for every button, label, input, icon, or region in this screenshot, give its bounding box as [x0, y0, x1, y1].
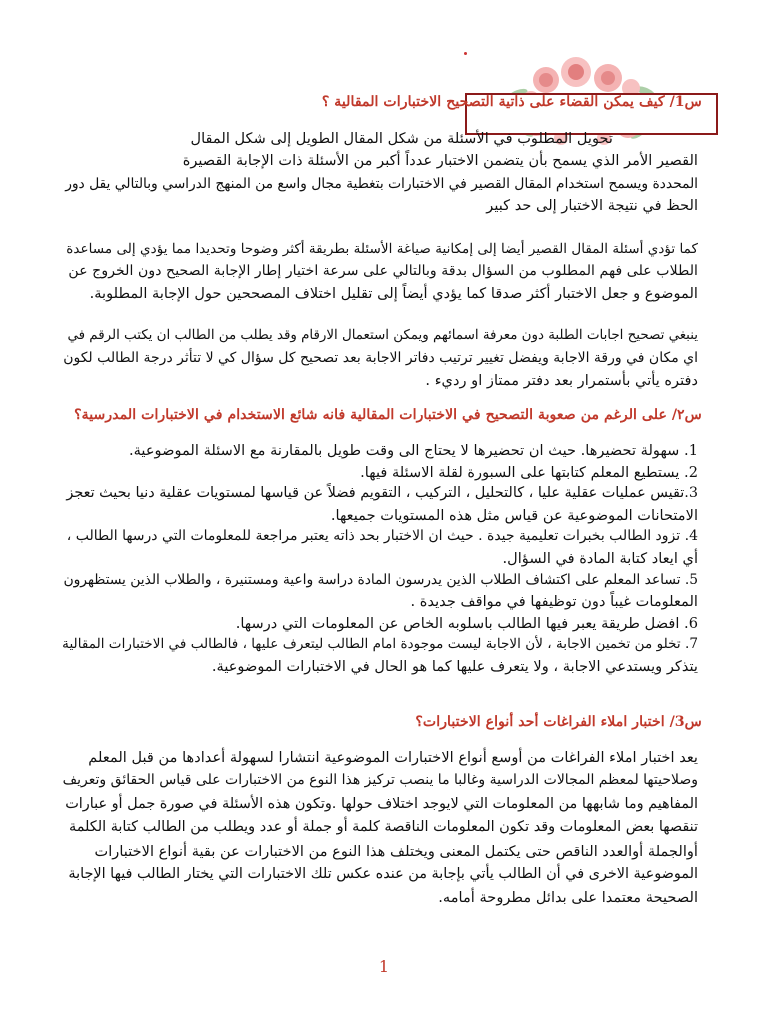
- q1-paragraph-3: [62, 325, 698, 392]
- list-item: أي ايعاد كتابة المادة في السؤال.: [502, 549, 698, 567]
- list-item: يتذكر ويستدعي الاجابة ، ولا يتعرف عليها كما هو الحال في الاختبارات الموضوعية.: [211, 657, 698, 675]
- question-1-title: س1/ كيف يمكن القضاء على ذاتية التصحيح الاختبارات المقالية ؟: [321, 94, 702, 110]
- question-2-title: س٢/ على الرغم من صعوبة التصحيح في الاختبارات المقالية فانه شائع الاستخدام في الاختبارات المدرسية؟: [74, 407, 702, 423]
- text-line: الموضوعية الاخرى في أن الطالب يأتي بإجابة من عنده عكس تلك الاختبارات التي يختار الطالب فيها الإجابة: [68, 866, 698, 883]
- q1-paragraph-1: [62, 128, 698, 217]
- list-item: 7. تخلو من تخمين الاجابة ، لأن الاجابة ليست موجودة امام الطالب ليتعرف عليها ، فالطالب في الاختبارات المقالية: [62, 636, 698, 653]
- page-number: 1: [378, 957, 390, 976]
- list-item: 4. تزود الطالب بخبرات تعليمية جيدة . حيث ان الاختبار بحد ذاته يعتبر مراجعة للمعلومات التي درسها الطالب ،: [66, 528, 698, 545]
- q3-paragraph: [62, 746, 698, 910]
- list-item: 3.تقيس عمليات عقلية عليا ، كالتحليل ، التركيب ، التقويم فضلاً عن قياسها لمستويات عقلية دنيا بحيث تعجز: [66, 485, 698, 502]
- list-item: 2. يستطيع المعلم كتابتها على السبورة لقلة الاسئلة فيها.: [360, 463, 698, 481]
- text-line: أوالجملة أوالعدد الناقص حتى يكتمل المعنى ويختلف هذا النوع من الاختبارات عن بقية أنواع الاختبارات: [94, 842, 698, 860]
- q1-paragraph-2: [62, 238, 698, 305]
- text-line: تنقصها بعض المعلومات وقد تكون المعلومات الناقصة كلمة أو جملة أو عدد ويطلب من الطالب كتابة الكلمة: [69, 819, 698, 836]
- text-line: كما تؤدي أسئلة المقال القصير أيضا إلى إمكانية صياغة الأسئلة بطريقة أكثر وضوحا وتحديدا مما يؤدي إلى مساعدة: [66, 241, 698, 257]
- list-item: المعلومات غيباً دون توظيفها في مواقف جديدة .: [410, 593, 698, 611]
- text-line: الموضوع و جعل الاختبار أكثر صدقا كما يؤدي أيضاً إلى تقليل اختلاف المصححين حول الإجابة المطلوبة.: [89, 284, 698, 302]
- decorative-dot: [464, 52, 467, 55]
- text-line: الصحيحة معتمدا على بدائل مطروحة أمامه.: [438, 889, 698, 907]
- text-line: الحظ في نتيجة الاختبار إلى حد كبير: [486, 196, 698, 214]
- text-line: ينبغي تصحيح اجابات الطلبة دون معرفة اسمائهم ويمكن استعمال الارقام وقد يطلب من الطالب ان يكتب الرقم في: [67, 328, 698, 343]
- text-line: يعد اختبار املاء الفراغات من أوسع أنواع الاختبارات الموضوعية انتشارا لسهولة أعدادها من قبل المعلم: [88, 749, 698, 766]
- question-3-title: س3/ اختبار املاء الفراغات أحد أنواع الاختبارات؟: [415, 714, 702, 730]
- list-item: 5. تساعد المعلم على اكتشاف الطلاب الذين يدرسون المادة دراسة واعية ومستنيرة ، والطلاب الذين يستظهرون: [63, 571, 698, 588]
- list-item: الامتحانات الموضوعية عن قياس مثل هذه المستويات جميعها.: [330, 506, 698, 524]
- text-line: تحويل المطلوب في الأسئلة من شكل المقال الطويل إلى شكل المقال: [190, 130, 613, 147]
- text-line: القصير الأمر الذي يسمح بأن يتضمن الاختبار عدداً أكبر من الأسئلة ذات الإجابة القصيرة: [182, 152, 698, 170]
- text-line: اي مكان في ورقة الاجابة ويفضل تغيير ترتيب دفاتر الاجابة بعد تصحيح كل سؤال كي لا تتأثر درجة الطالب لكون: [63, 350, 698, 367]
- text-line: الطلاب على فهم المطلوب من السؤال بدقة وبالتالي على سرعة اختيار إطار الإجابة الصحيح دون الخروج عن: [68, 263, 698, 280]
- text-line: المفاهيم وما شابهها من المعلومات التي لايوجد اختلاف حولها .وتكون هذه الأسئلة في صورة جمل أو عبارات: [65, 795, 698, 812]
- text-line: وصلاحيتها لمعظم المجالات الدراسية وغالبا ما ينصب تركيز هذا النوع من الاختبارات على قياس الحقائق وتعريف: [62, 772, 698, 789]
- q2-list: [62, 440, 698, 678]
- list-item: 1. سهولة تحضيرها. حيث ان تحضيرها لا يحتاج الى وقت طويل بالمقارنة مع الاسئلة الموضوعية.: [128, 442, 698, 459]
- text-line: المحددة ويسمح استخدام المقال القصير في الاختبارات بتغطية مجال واسع من المنهج الدراسي وبالتالي يقل دور: [65, 175, 698, 192]
- list-item: 6. افضل طريقة يعبر فيها الطالب باسلوبه الخاص عن المعلومات التي درسها.: [235, 614, 698, 632]
- text-line: دفتره يأتي بأستمرار بعد دفتر ممتاز او رديء .: [425, 371, 698, 389]
